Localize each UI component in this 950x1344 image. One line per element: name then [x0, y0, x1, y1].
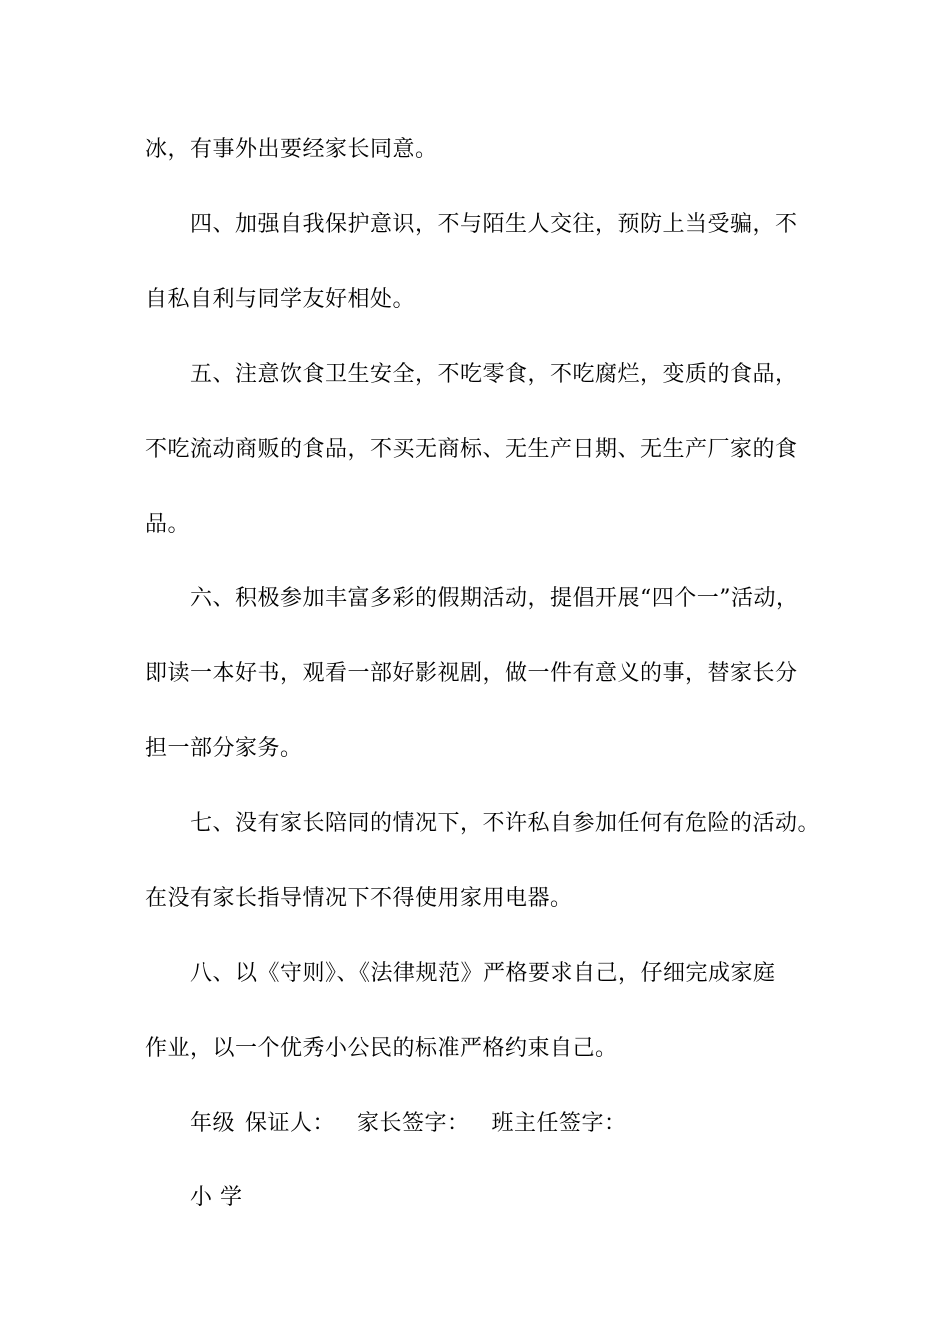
paragraph-line: 五、注意饮食卫生安全，不吃零食，不吃腐烂，变质的食品，	[190, 362, 798, 387]
paragraph-line: 不吃流动商贩的食品，不买无商标、无生产日期、无生产厂家的食	[145, 437, 798, 462]
paragraph-line: 六、积极参加丰富多彩的假期活动，提倡开展“四个一”活动，	[190, 586, 799, 611]
paragraph-line: 在没有家长指导情况下不得使用家用电器。	[145, 886, 573, 911]
paragraph-line: 八、以《守则》、《法律规范》严格要求自己，仔细完成家庭	[190, 961, 776, 986]
paragraph-line: 担一部分家务。	[145, 736, 303, 761]
paragraph-line: 即读一本好书，观看一部好影视剧，做一件有意义的事，替家长分	[145, 661, 798, 686]
parent-signature-label: 家长签字：	[357, 1111, 470, 1136]
paragraph-line: 品。	[145, 512, 191, 537]
teacher-signature-label: 班主任签字：	[491, 1111, 627, 1136]
paragraph-line: 四、加强自我保护意识，不与陌生人交往，预防上当受骗，不	[190, 212, 798, 237]
paragraph-line: 自私自利与同学友好相处。	[145, 287, 416, 312]
paragraph-line: 冰，有事外出要经家长同意。	[145, 137, 438, 162]
paragraph-line: 七、没有家长陪同的情况下，不许私自参加任何有危险的活动。	[190, 811, 821, 836]
school-label: 小 学	[190, 1185, 243, 1210]
paragraph-line: 作业，以一个优秀小公民的标准严格约束自己。	[145, 1036, 618, 1061]
grade-label: 年级	[190, 1111, 236, 1136]
guarantor-label: 保证人：	[245, 1111, 336, 1136]
signature-line	[190, 1109, 649, 1139]
